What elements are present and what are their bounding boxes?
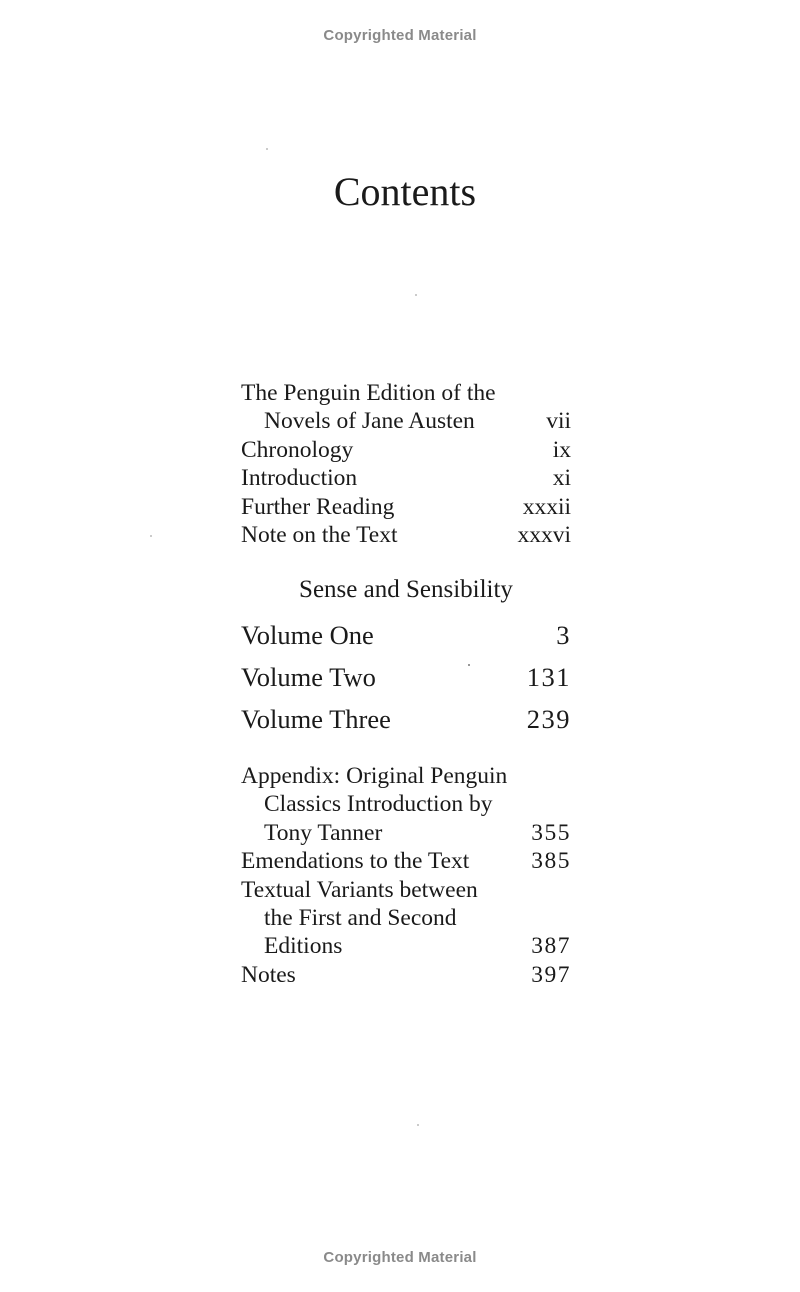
toc-volume-entry <box>241 698 571 740</box>
toc-entry-label: Volume Two <box>241 662 376 692</box>
copyright-watermark-top: Copyrighted Material <box>323 27 477 44</box>
page-title: Contents <box>333 169 477 214</box>
scan-speck <box>266 148 268 150</box>
toc-entry-page: 387 <box>531 933 571 960</box>
toc-entry-label: Further Reading <box>241 493 395 520</box>
scan-speck <box>150 535 152 537</box>
toc-entry-label: Textual Variants between <box>241 876 478 903</box>
toc-entry <box>241 932 571 960</box>
toc-entry-page: ix <box>552 436 571 463</box>
toc-entry-label: Classics Introduction by <box>264 791 493 818</box>
copyright-watermark-bottom: Copyrighted Material <box>323 1249 477 1266</box>
toc-back-matter <box>241 762 571 989</box>
toc-entry <box>241 464 571 492</box>
toc-entry-page: 131 <box>526 662 571 692</box>
toc-entry-page: xxxii <box>522 493 571 520</box>
toc-entry <box>241 762 571 790</box>
toc-entry-label: Tony Tanner <box>264 819 383 846</box>
toc-entry <box>241 790 571 818</box>
toc-entry <box>241 847 571 875</box>
toc-entry-label: Note on the Text <box>241 521 398 548</box>
toc-entry-label: Notes <box>241 961 296 988</box>
toc-entry <box>241 819 571 847</box>
toc-entry-page: xxxvi <box>517 521 571 548</box>
section-title: Sense and Sensibility <box>299 576 513 603</box>
toc-entry-page: vii <box>546 408 571 435</box>
toc-entry-label: Editions <box>264 933 343 960</box>
toc-entry-label: Novels of Jane Austen <box>264 408 475 435</box>
toc-entry-label: Appendix: Original Penguin <box>241 763 508 789</box>
toc-front-matter <box>241 379 571 549</box>
toc-entry-label: the First and Second <box>264 904 457 931</box>
toc-entry-label: Chronology <box>241 436 354 463</box>
toc-entry-label: Volume One <box>241 620 374 650</box>
toc-entry <box>241 904 571 932</box>
toc-entry-page: 355 <box>531 819 571 846</box>
toc-entry-page: xi <box>552 465 571 492</box>
scan-speck <box>415 294 417 296</box>
toc-entry <box>241 407 571 435</box>
toc-entry-label: Volume Three <box>241 704 391 734</box>
toc-entry <box>241 493 571 521</box>
toc-volume-entry <box>241 656 571 698</box>
toc-entry-label: Emendations to the Text <box>241 848 470 875</box>
toc-entry-page: 3 <box>556 620 571 650</box>
toc-entry-label: Introduction <box>241 465 358 492</box>
toc-entry-label: The Penguin Edition of the <box>241 380 496 406</box>
scan-speck <box>417 1124 419 1126</box>
toc-volume-entry <box>241 614 571 656</box>
toc-entry <box>241 379 571 407</box>
scan-speck <box>468 664 470 666</box>
toc-entry-page: 239 <box>526 704 571 734</box>
toc-volumes <box>241 614 571 740</box>
toc-entry <box>241 876 571 904</box>
toc-entry-page: 397 <box>531 961 571 988</box>
toc-entry <box>241 436 571 464</box>
toc-entry-page: 385 <box>531 848 571 875</box>
toc-entry <box>241 961 571 989</box>
toc-entry <box>241 521 571 549</box>
